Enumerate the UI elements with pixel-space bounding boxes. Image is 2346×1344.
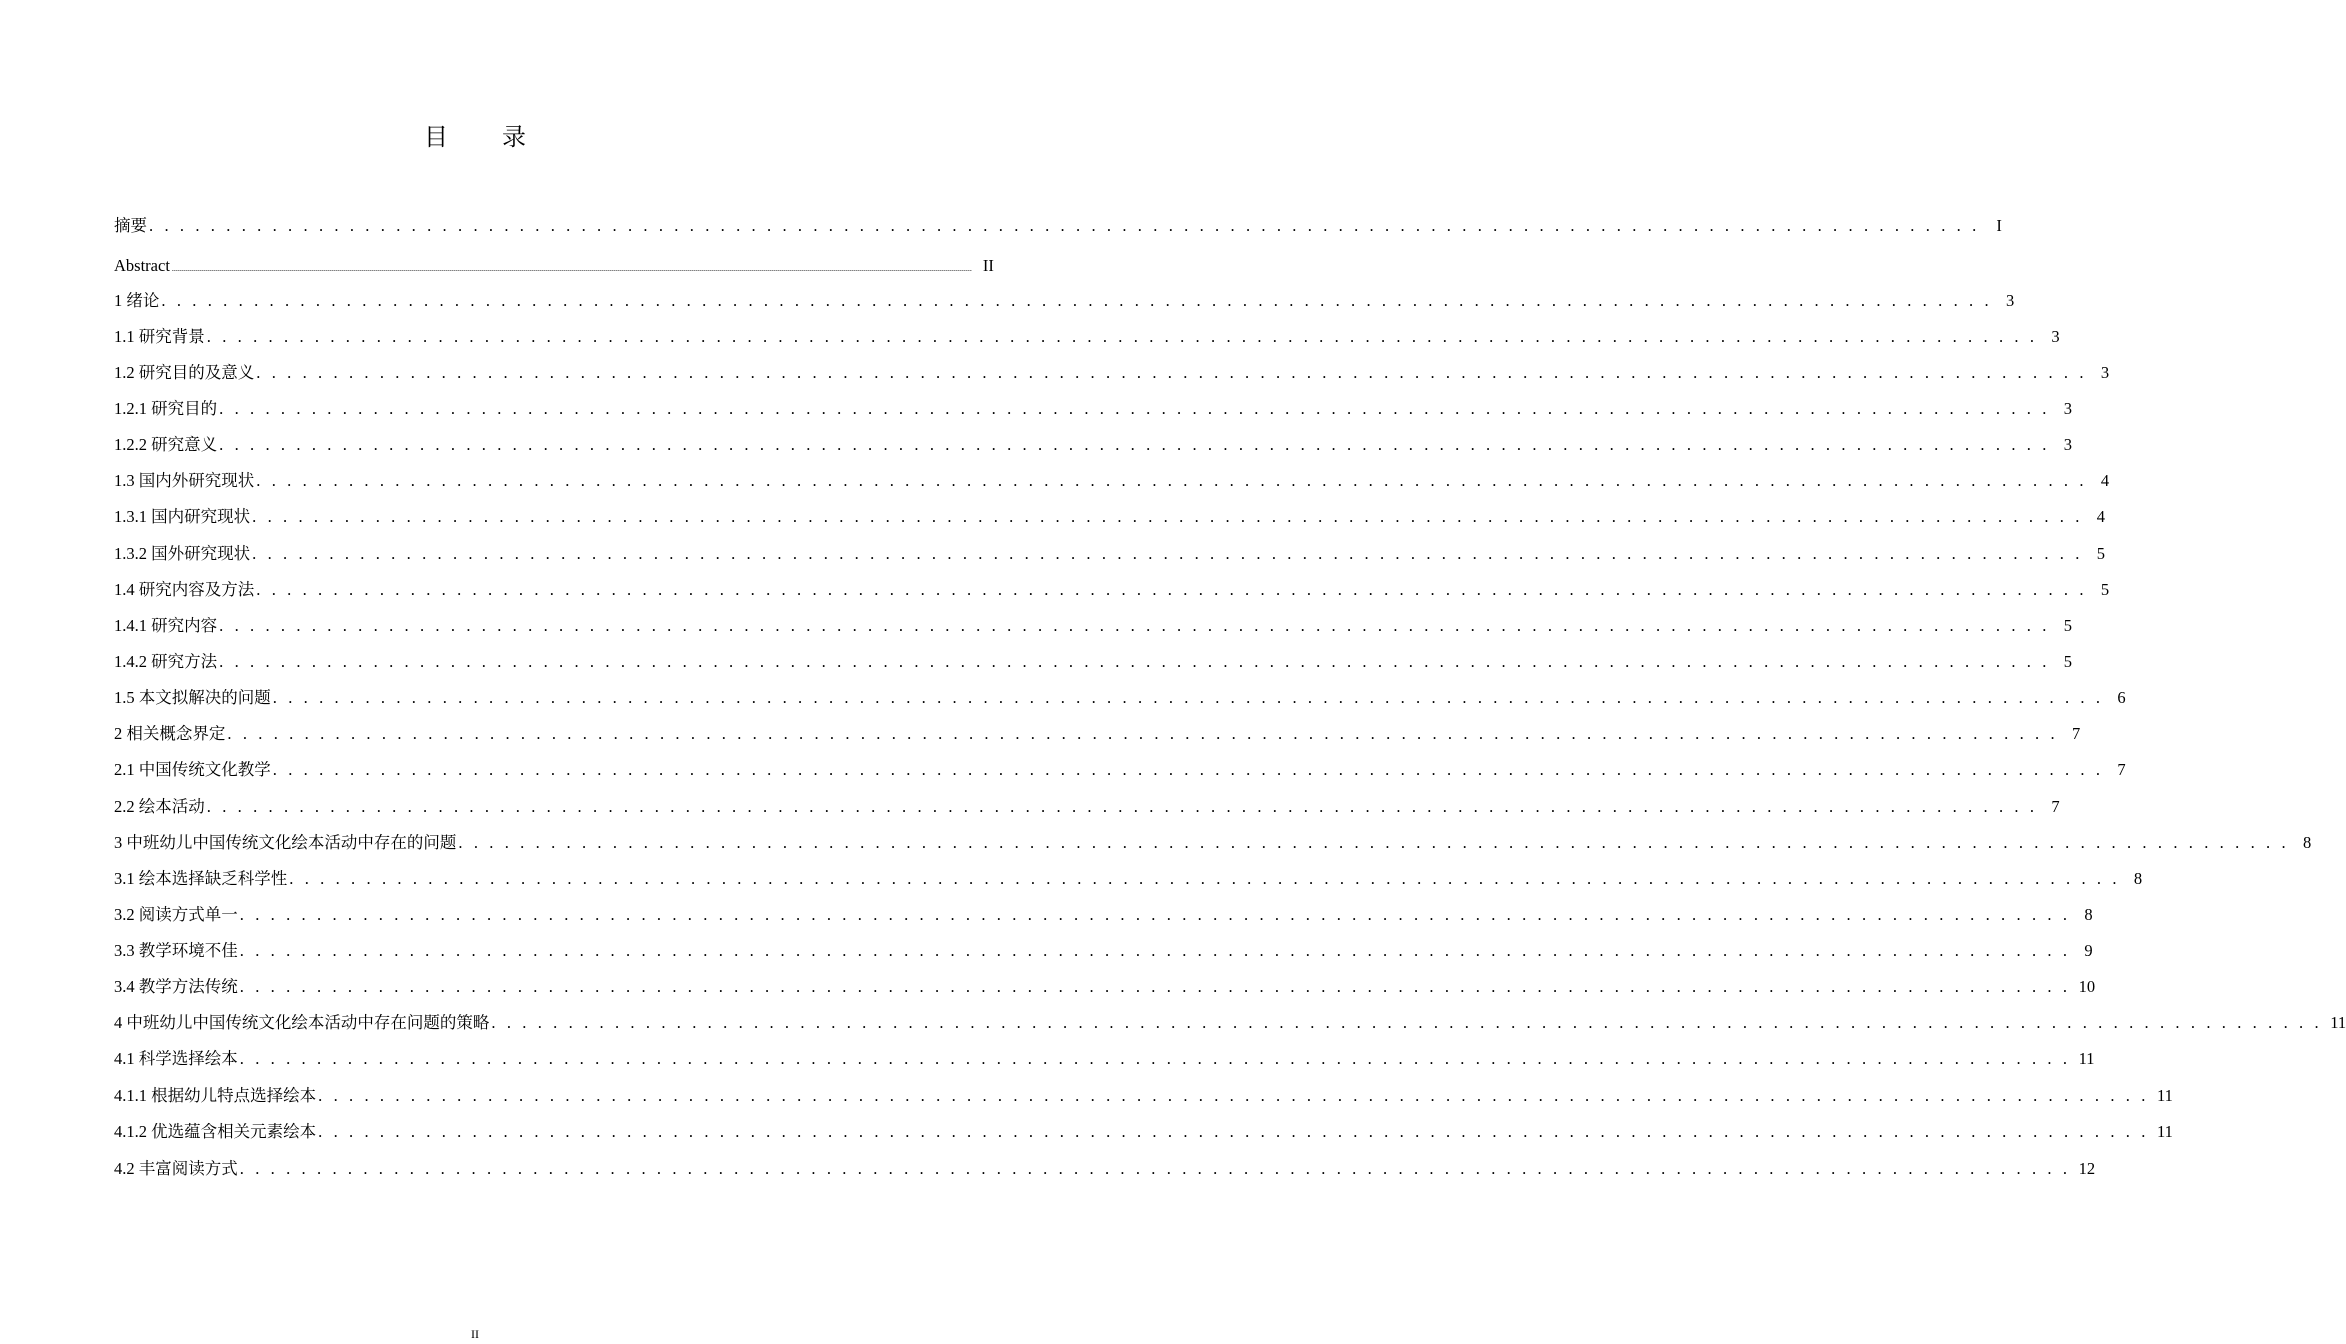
toc-entry-page-number: 8: [2084, 905, 2093, 924]
toc-entry-label: 3.1 绘本选择缺乏科学性: [114, 869, 288, 888]
toc-dot-leader: . . . . . . . . . . . . . . . . . . . . . . . . . . . . . . . . . . . . . . . . . . . . . . . . . . . . . . . . . . . . . . . . . . . . . . . . . . . . . . . . . . . . . . . . . . . . . . . . . . . . . . . . . . . . . . . . . . . . . . .: [491, 1013, 2323, 1032]
toc-entry-page-number: 5: [2063, 616, 2072, 635]
toc-dot-leader: ................................................................................................................................................................................................................................................................................................................................................................................................................: [171, 264, 972, 273]
toc-entry-page-number: 7: [2071, 724, 2081, 743]
toc-dot-leader: . . . . . . . . . . . . . . . . . . . . . . . . . . . . . . . . . . . . . . . . . . . . . . . . . . . . . . . . . . . . . . . . . . . . . . . . . . . . . . . . . . . . . . . . . . . . . . . . . . . . . . . . . . . . . . . . . . . . . . .: [206, 327, 2038, 346]
toc-entry-page-number: 7: [2051, 797, 2060, 816]
toc-dot-leader: . . . . . . . . . . . . . . . . . . . . . . . . . . . . . . . . . . . . . . . . . . . . . . . . . . . . . . . . . . . . . . . . . . . . . . . . . . . . . . . . . . . . . . . . . . . . . . . . . . . . . . . . . . . . . . . . . . . . . . .: [256, 580, 2088, 599]
toc-entry-page-number: 3: [2063, 399, 2072, 418]
toc-entry[interactable]: [114, 325, 2060, 349]
toc-entry-label: 2 相关概念界定: [114, 724, 226, 743]
toc-dot-leader: . . . . . . . . . . . . . . . . . . . . . . . . . . . . . . . . . . . . . . . . . . . . . . . . . . . . . . . . . . . . . . . . . . . . . . . . . . . . . . . . . . . . . . . . . . . . . . . . . . . . . . . . . . . . . . . . . . . . . . .: [289, 869, 2121, 888]
toc-entry[interactable]: [114, 1120, 2173, 1144]
toc-entry[interactable]: [114, 650, 2072, 674]
toc-entry-page-number: 11: [2330, 1013, 2346, 1032]
toc-entry[interactable]: [114, 254, 994, 278]
toc-entry-page-number: 6: [2117, 688, 2126, 707]
toc-entry-label: 4.1 科学选择绘本: [114, 1049, 238, 1068]
toc-entry-label: 2.1 中国传统文化教学: [114, 760, 271, 779]
toc-entry-page-number: 3: [2051, 327, 2060, 346]
toc-entry-label: 1.3.1 国内研究现状: [114, 507, 251, 526]
toc-entry-page-number: 11: [2156, 1086, 2173, 1105]
toc-entry-label: 1.4.2 研究方法: [114, 652, 218, 671]
toc-entry-label: 1.3 国内外研究现状: [114, 471, 255, 490]
toc-entry[interactable]: [114, 939, 2093, 963]
toc-entry-page-number: 9: [2084, 941, 2093, 960]
toc-entry-label: 4 中班幼儿中国传统文化绘本活动中存在问题的策略: [114, 1013, 490, 1032]
toc-entry[interactable]: [114, 505, 2105, 529]
toc-entry-label: 3.3 教学环境不佳: [114, 941, 238, 960]
toc-entry-label: 4.2 丰富阅读方式: [114, 1159, 238, 1178]
toc-entry[interactable]: [114, 1084, 2173, 1108]
toc-entry-page-number: II: [982, 256, 994, 275]
toc-entry[interactable]: [114, 903, 2093, 927]
toc-dot-leader: . . . . . . . . . . . . . . . . . . . . . . . . . . . . . . . . . . . . . . . . . . . . . . . . . . . . . . . . . . . . . . . . . . . . . . . . . . . . . . . . . . . . . . . . . . . . . . . . . . . . . . . . . . . . . . . . . . . . . . .: [219, 616, 2050, 635]
toc-entry[interactable]: [114, 361, 2110, 385]
toc-dot-leader: . . . . . . . . . . . . . . . . . . . . . . . . . . . . . . . . . . . . . . . . . . . . . . . . . . . . . . . . . . . . . . . . . . . . . . . . . . . . . . . . . . . . . . . . . . . . . . . . . . . . . . . . . . . . . . . . . . . . . . .: [239, 905, 2071, 924]
toc-dot-leader: . . . . . . . . . . . . . . . . . . . . . . . . . . . . . . . . . . . . . . . . . . . . . . . . . . . . . . . . . . . . . . . . . . . . . . . . . . . . . . . . . . . . . . . . . . . . . . . . . . . . . . . . . . . . . . . . . . . . . . .: [239, 1049, 2071, 1068]
toc-dot-leader: . . . . . . . . . . . . . . . . . . . . . . . . . . . . . . . . . . . . . . . . . . . . . . . . . . . . . . . . . . . . . . . . . . . . . . . . . . . . . . . . . . . . . . . . . . . . . . . . . . . . . . . . . . . . . . . . . . . . . . .: [256, 363, 2088, 382]
toc-entry-label: 1.2 研究目的及意义: [114, 363, 255, 382]
toc-entry-label: 1.3.2 国外研究现状: [114, 544, 251, 563]
toc-dot-leader: . . . . . . . . . . . . . . . . . . . . . . . . . . . . . . . . . . . . . . . . . . . . . . . . . . . . . . . . . . . . . . . . . . . . . . . . . . . . . . . . . . . . . . . . . . . . . . . . . . . . . . . . . . . . . . . . . . . . . . .: [219, 652, 2050, 671]
toc-entry-label: 1 绪论: [114, 291, 160, 310]
toc-entry[interactable]: [114, 1157, 2096, 1181]
toc-entry[interactable]: [114, 1011, 2346, 1035]
toc-dot-leader: . . . . . . . . . . . . . . . . . . . . . . . . . . . . . . . . . . . . . . . . . . . . . . . . . . . . . . . . . . . . . . . . . . . . . . . . . . . . . . . . . . . . . . . . . . . . . . . . . . . . . . . . . . . . . . . . . . . . . . .: [252, 507, 2083, 526]
toc-entry-page-number: 12: [2078, 1159, 2096, 1178]
toc-entry-label: Abstract: [114, 256, 170, 275]
toc-entry[interactable]: [114, 542, 2105, 566]
toc-entry-page-number: 7: [2117, 760, 2126, 779]
toc-entry-label: 1.2.1 研究目的: [114, 399, 218, 418]
toc-entry-label: 1.4.1 研究内容: [114, 616, 218, 635]
toc-dot-leader: . . . . . . . . . . . . . . . . . . . . . . . . . . . . . . . . . . . . . . . . . . . . . . . . . . . . . . . . . . . . . . . . . . . . . . . . . . . . . . . . . . . . . . . . . . . . . . . . . . . . . . . . . . . . . . . . . . . . . . .: [272, 688, 2104, 707]
toc-dot-leader: . . . . . . . . . . . . . . . . . . . . . . . . . . . . . . . . . . . . . . . . . . . . . . . . . . . . . . . . . . . . . . . . . . . . . . . . . . . . . . . . . . . . . . . . . . . . . . . . . . . . . . . . . . . . . . . . . . . . . . .: [219, 399, 2050, 418]
toc-entry-page-number: 5: [2063, 652, 2072, 671]
toc-entry[interactable]: [114, 433, 2072, 457]
toc-dot-leader: . . . . . . . . . . . . . . . . . . . . . . . . . . . . . . . . . . . . . . . . . . . . . . . . . . . . . . . . . . . . . . . . . . . . . . . . . . . . . . . . . . . . . . . . . . . . . . . . . . . . . . . . . . . . . . . . . . . . . . .: [161, 291, 1993, 310]
toc-entry-page-number: 4: [2096, 507, 2105, 526]
toc-entry[interactable]: [114, 614, 2072, 638]
toc-dot-leader: . . . . . . . . . . . . . . . . . . . . . . . . . . . . . . . . . . . . . . . . . . . . . . . . . . . . . . . . . . . . . . . . . . . . . . . . . . . . . . . . . . . . . . . . . . . . . . . . . . . . . . . . . . . . . . . . . . . . . . .: [239, 941, 2071, 960]
toc-entry[interactable]: [114, 686, 2126, 710]
toc-entry[interactable]: [114, 578, 2110, 602]
toc-entry[interactable]: [114, 831, 2312, 855]
toc-entry[interactable]: [114, 975, 2096, 999]
toc-entry-page-number: 5: [2100, 580, 2110, 599]
toc-dot-leader: . . . . . . . . . . . . . . . . . . . . . . . . . . . . . . . . . . . . . . . . . . . . . . . . . . . . . . . . . . . . . . . . . . . . . . . . . . . . . . . . . . . . . . . . . . . . . . . . . . . . . . . . . . . . . . . . . . . . . . .: [458, 833, 2290, 852]
toc-dot-leader: . . . . . . . . . . . . . . . . . . . . . . . . . . . . . . . . . . . . . . . . . . . . . . . . . . . . . . . . . . . . . . . . . . . . . . . . . . . . . . . . . . . . . . . . . . . . . . . . . . . . . . . . . . . . . . . . . . . . . . .: [318, 1122, 2149, 1141]
toc-entry[interactable]: [114, 397, 2072, 421]
toc-entry-page-number: 3: [2100, 363, 2110, 382]
toc-entry-page-number: 4: [2100, 471, 2110, 490]
toc-dot-leader: . . . . . . . . . . . . . . . . . . . . . . . . . . . . . . . . . . . . . . . . . . . . . . . . . . . . . . . . . . . . . . . . . . . . . . . . . . . . . . . . . . . . . . . . . . . . . . . . . . . . . . . . . . . . . . . . . . . . . . .: [149, 216, 1980, 235]
toc-entry-label: 4.1.2 优选蕴含相关元素绘本: [114, 1122, 317, 1141]
toc-dot-leader: . . . . . . . . . . . . . . . . . . . . . . . . . . . . . . . . . . . . . . . . . . . . . . . . . . . . . . . . . . . . . . . . . . . . . . . . . . . . . . . . . . . . . . . . . . . . . . . . . . . . . . . . . . . . . . . . . . . . . . .: [219, 435, 2050, 454]
toc-entry-label: 3 中班幼儿中国传统文化绘本活动中存在的问题: [114, 833, 457, 852]
toc-entry-label: 1.2.2 研究意义: [114, 435, 218, 454]
toc-dot-leader: . . . . . . . . . . . . . . . . . . . . . . . . . . . . . . . . . . . . . . . . . . . . . . . . . . . . . . . . . . . . . . . . . . . . . . . . . . . . . . . . . . . . . . . . . . . . . . . . . . . . . . . . . . . . . . . . . . . . . . .: [239, 977, 2071, 996]
toc-entry[interactable]: [114, 795, 2060, 819]
toc-entry[interactable]: [114, 214, 2002, 238]
page-title: 目 录: [424, 125, 550, 151]
toc-dot-leader: . . . . . . . . . . . . . . . . . . . . . . . . . . . . . . . . . . . . . . . . . . . . . . . . . . . . . . . . . . . . . . . . . . . . . . . . . . . . . . . . . . . . . . . . . . . . . . . . . . . . . . . . . . . . . . . . . . . . . . .: [318, 1086, 2149, 1105]
toc-entry-page-number: 5: [2096, 544, 2105, 563]
toc-entry[interactable]: [114, 289, 2015, 313]
toc-entry-label: 1.4 研究内容及方法: [114, 580, 255, 599]
toc-entry-label: 3.4 教学方法传统: [114, 977, 238, 996]
toc-entry[interactable]: [114, 722, 2081, 746]
toc-entry-page-number: 10: [2078, 977, 2096, 996]
toc-entry-page-number: 3: [2005, 291, 2015, 310]
footer-page-number: II: [471, 1327, 479, 1341]
toc-dot-leader: . . . . . . . . . . . . . . . . . . . . . . . . . . . . . . . . . . . . . . . . . . . . . . . . . . . . . . . . . . . . . . . . . . . . . . . . . . . . . . . . . . . . . . . . . . . . . . . . . . . . . . . . . . . . . . . . . . . . . . .: [206, 797, 2038, 816]
toc-entry-label: 摘要: [114, 216, 147, 235]
toc-entry-label: 1.5 本文拟解决的问题: [114, 688, 271, 707]
toc-entry-label: 1.1 研究背景: [114, 327, 205, 346]
toc-entry[interactable]: [114, 469, 2110, 493]
toc-entry-page-number: 8: [2133, 869, 2143, 888]
toc-dot-leader: . . . . . . . . . . . . . . . . . . . . . . . . . . . . . . . . . . . . . . . . . . . . . . . . . . . . . . . . . . . . . . . . . . . . . . . . . . . . . . . . . . . . . . . . . . . . . . . . . . . . . . . . . . . . . . . . . . . . . . .: [252, 544, 2083, 563]
toc-entry-page-number: 11: [2156, 1122, 2173, 1141]
toc-dot-leader: . . . . . . . . . . . . . . . . . . . . . . . . . . . . . . . . . . . . . . . . . . . . . . . . . . . . . . . . . . . . . . . . . . . . . . . . . . . . . . . . . . . . . . . . . . . . . . . . . . . . . . . . . . . . . . . . . . . . . . .: [256, 471, 2088, 490]
toc-entry[interactable]: [114, 1047, 2095, 1071]
toc-entry-page-number: 11: [2078, 1049, 2095, 1068]
toc-dot-leader: . . . . . . . . . . . . . . . . . . . . . . . . . . . . . . . . . . . . . . . . . . . . . . . . . . . . . . . . . . . . . . . . . . . . . . . . . . . . . . . . . . . . . . . . . . . . . . . . . . . . . . . . . . . . . . . . . . . . . . .: [272, 760, 2104, 779]
toc-dot-leader: . . . . . . . . . . . . . . . . . . . . . . . . . . . . . . . . . . . . . . . . . . . . . . . . . . . . . . . . . . . . . . . . . . . . . . . . . . . . . . . . . . . . . . . . . . . . . . . . . . . . . . . . . . . . . . . . . . . . . . .: [239, 1159, 2071, 1178]
toc-entry-page-number: 8: [2302, 833, 2312, 852]
toc-entry-label: 3.2 阅读方式单一: [114, 905, 238, 924]
toc-entry[interactable]: [114, 867, 2143, 891]
toc-entry-page-number: 3: [2063, 435, 2072, 454]
toc-entry-page-number: I: [1996, 216, 2002, 235]
toc-entry-label: 2.2 绘本活动: [114, 797, 205, 816]
toc-entry[interactable]: [114, 758, 2126, 782]
toc-dot-leader: . . . . . . . . . . . . . . . . . . . . . . . . . . . . . . . . . . . . . . . . . . . . . . . . . . . . . . . . . . . . . . . . . . . . . . . . . . . . . . . . . . . . . . . . . . . . . . . . . . . . . . . . . . . . . . . . . . . . . . .: [227, 724, 2059, 743]
toc-entry-label: 4.1.1 根据幼儿特点选择绘本: [114, 1086, 317, 1105]
